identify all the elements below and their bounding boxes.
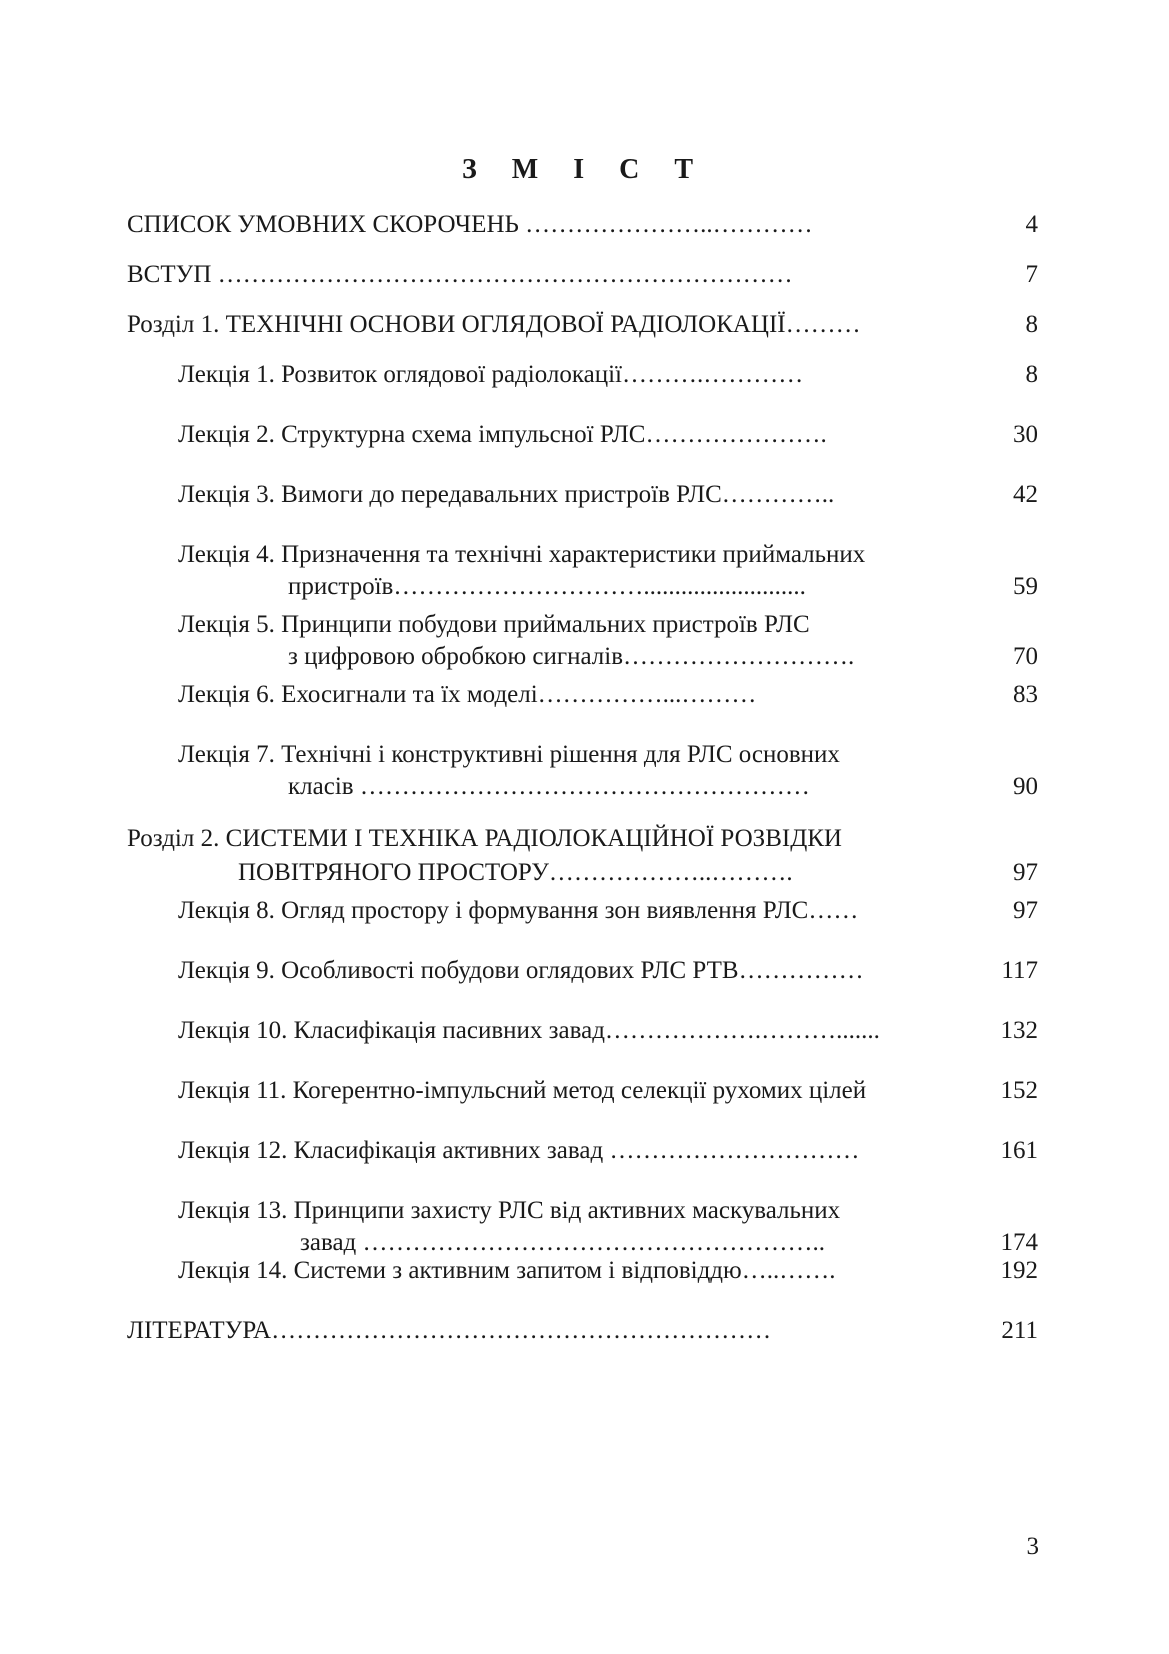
toc-page-number: 90 [1013,773,1038,800]
toc-entry-line: класів ……………………………………………… [288,773,810,800]
toc-entry-line: СПИСОК УМОВНИХ СКОРОЧЕНЬ …………………..………… [127,211,813,238]
toc-entry-line: Лекція 6. Ехосигнали та їх моделі……………...……… [178,681,757,708]
toc-entry-line: ЛІТЕРАТУРА…………………………………………………… [127,1317,772,1344]
toc-entry-line: Лекція 13. Принципи захисту РЛС від активних маскувальних [178,1197,841,1224]
toc-page-number: 161 [1000,1137,1038,1164]
toc-entry-line: Розділ 1. ТЕХНІЧНІ ОСНОВИ ОГЛЯДОВОЇ РАДІОЛОКАЦІЇ……… [127,311,861,338]
toc-page-number: 97 [1013,897,1038,924]
toc-entry-line: Розділ 2. СИСТЕМИ І ТЕХНІКА РАДІОЛОКАЦІЙНОЇ РОЗВІДКИ [127,825,842,852]
toc-entry-line: Лекція 4. Призначення та технічні характеристики приймальних [178,541,866,568]
toc-page-number: 59 [1013,573,1038,600]
toc-entry-line: Лекція 10. Класифікація пасивних завад……………….………....... [178,1017,880,1044]
toc-page-number: 8 [1025,361,1038,388]
toc-entry-line: Лекція 8. Огляд простору і формування зон виявлення РЛС…… [178,897,859,924]
toc-entry-line: завад ……………………………………………….. [300,1229,826,1256]
toc-page-number: 30 [1013,421,1038,448]
toc-page-number: 132 [1000,1017,1038,1044]
toc-page-number: 42 [1013,481,1038,508]
toc-entry-line: ВСТУП …………………………………………………………… [127,261,793,288]
toc-entry-line: Лекція 2. Структурна схема імпульсної РЛС…………………. [178,421,827,448]
toc-page-number: 70 [1013,643,1038,670]
toc-page-number: 7 [1025,261,1038,288]
toc-page-number: 8 [1025,311,1038,338]
page-number: 3 [1026,1533,1039,1560]
toc-entry-line: Лекція 1. Розвиток оглядової радіолокації……….………… [178,361,804,388]
toc-entry-line: Лекція 7. Технічні і конструктивні рішення для РЛС основних [178,741,840,768]
toc-entry-line: Лекція 9. Особливості побудови оглядових РЛС РТВ…………… [178,957,864,984]
toc-page-number: 117 [1001,957,1038,984]
toc-page-number: 4 [1025,211,1038,238]
toc-page-number: 83 [1013,681,1038,708]
page-title: З М І С Т [462,154,707,185]
toc-page-number: 174 [1000,1229,1038,1256]
toc-page-number: 97 [1013,859,1038,886]
toc-entry-line: ПОВІТРЯНОГО ПРОСТОРУ………………..………. [238,859,793,886]
toc-entry-line: Лекція 12. Класифікація активних завад ………………………… [178,1137,860,1164]
toc-page-number: 152 [1000,1077,1038,1104]
toc-entry-line: Лекція 3. Вимоги до передавальних пристроїв РЛС………….. [178,481,835,508]
toc-entry-line: Лекція 14. Системи з активним запитом і відповіддю…..……. [178,1257,836,1284]
toc-entry-line: Лекція 11. Когерентно-імпульсний метод селекції рухомих цілей [178,1077,867,1104]
toc-entry-line: пристроїв………………………….......................... [288,573,806,600]
toc-page-number: 211 [1001,1317,1038,1344]
toc-page-number: 192 [1000,1257,1038,1284]
toc-entry-line: Лекція 5. Принципи побудови приймальних пристроїв РЛС [178,611,810,638]
toc-entry-line: з цифровою обробкою сигналів………………………. [288,643,855,670]
